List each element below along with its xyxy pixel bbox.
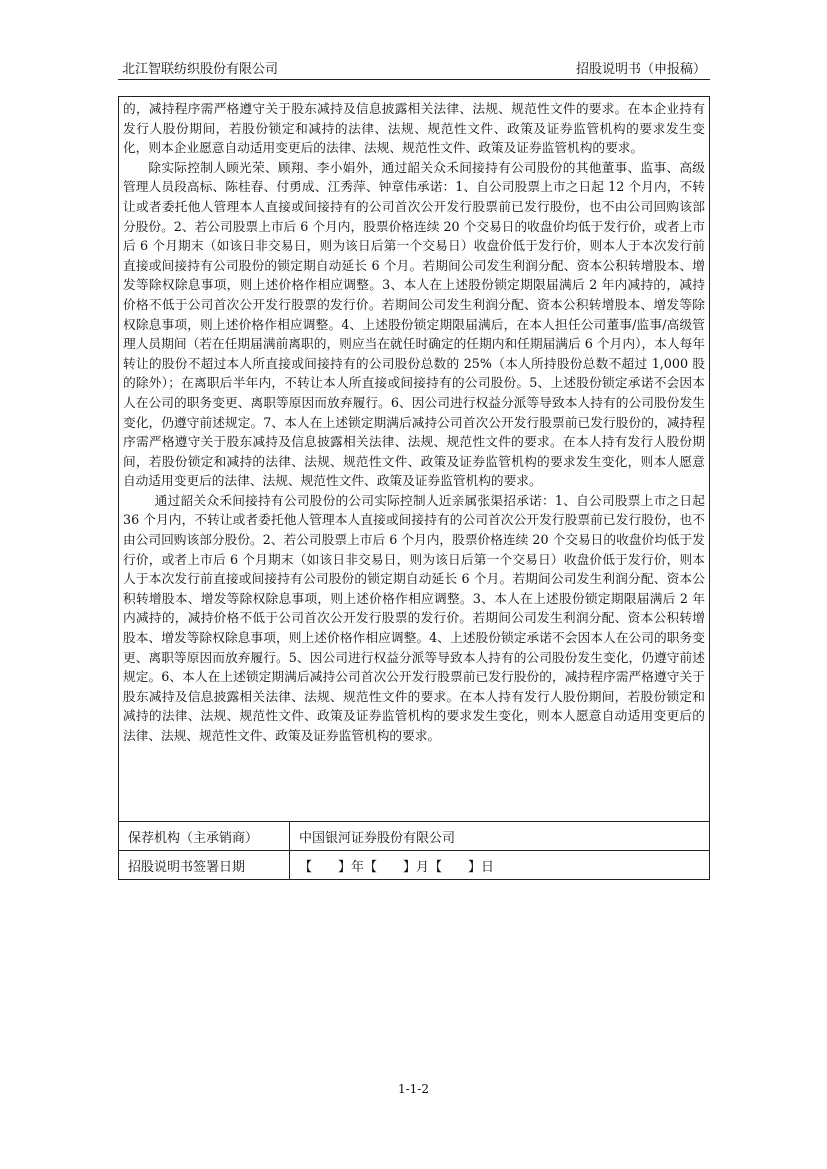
commitment-text-cell <box>119 97 709 821</box>
paragraph-directors-commitment: 除实际控制人顾光荣、顾翔、李小娟外，通过韶关众禾间接持有公司股份的其他董事、监事、高级管理人员段高标、陈桂春、付勇成、江秀萍、钟章伟承诺：1、自公司股票上市之日起 12 个月内，不转让或者委托他人管理本人直接或间接持有的公司首次公开发行股票前已发行股份，也不由公司回购该部分股份。2、若公司股票上市后 6 个月内，股票价格连续 20 个交易日的收盘价均低于发行价，或者上市后 6 个月期末（如该日非交易日，则为该日后第一个交易日）收盘价低于发行价，则本人于本次发行前直接或间接持有公司股份的锁定期自动延长 6 个月。若期间公司发生利润分配、资本公积转增股本、增发等除权除息事项，则上述价格作相应调整。3、本人在上述股份锁定期限届满后 2 年内减持的，减持价格不低于公司首次公开发行股票的发行价。若期间公司发生利润分配、资本公积转增股本、增发等除权除息事项，则上述价格作相应调整。4、上述股份锁定期限届满后，在本人担任公司董事/监事/高级管理人员期间（若在任期届满前离职的，则应当在就任时确定的任期内和任期届满后 6 个月内），本人每年转让的股份不超过本人所直接或间接持有的公司股份总数的 25%（本人所持股份总数不超过 1,000 股的除外）；在离职后半年内，不转让本人所直接或间接持有的公司股份。5、上述股份锁定承诺不会因本人在公司的职务变更、离职等原因而放弃履行。6、因公司进行权益分派等导致本人持有的公司股份发生变化，仍遵守前述规定。7、本人在上述锁定期满后减持公司首次公开发行股票前已发行股份的，减持程序需严格遵守关于股东减持及信息披露相关法律、法规、规范性文件的要求。在本人持有发行人股份期间，若股份锁定和减持的法律、法规、规范性文件、政策及证券监管机构的要求发生变化，则本人愿意自动适用变更后的法律、法规、规范性文件、政策及证券监管机构的要求。 <box>123 159 705 489</box>
header-divider <box>118 79 710 80</box>
signing-date-row <box>119 850 709 879</box>
document-type: 招股说明书（申报稿） <box>575 62 706 77</box>
paragraph-relative-commitment: 通过韶关众禾间接持有公司股份的公司实际控制人近亲属张渠招承诺：1、自公司股票上市之日起 36 个月内，不转让或者委托他人管理本人直接或间接持有的公司首次公开发行股票前已发行股份，也不由公司回购该部分股份。2、若公司股票上市后 6 个月内，股票价格连续 20 个交易日的收盘价均低于发行价，或者上市后 6 个月期末（如该日非交易日，则为该日后第一个交易日）收盘价低于发行价，则本人于本次发行前直接或间接持有公司股份的锁定期自动延长 6 个月。若期间公司发生利润分配、资本公积转增股本、增发等除权除息事项，则上述价格作相应调整。3、本人在上述股份锁定期限届满后 2 年内减持的，减持价格不低于公司首次公开发行股票的发行价。若期间公司发生利润分配、资本公积转增股本、增发等除权除息事项，则上述价格作相应调整。4、上述股份锁定承诺不会因本人在公司的职务变更、离职等原因而放弃履行。5、因公司进行权益分派等导致本人持有的公司股份发生变化，仍遵守前述规定。6、本人在上述锁定期满后减持公司首次公开发行股票前已发行股份的，减持程序需严格遵守关于股东减持及信息披露相关法律、法规、规范性文件的要求。在本人持有发行人股份期间，若股份锁定和减持的法律、法规、规范性文件、政策及证券监管机构的要求发生变化，则本人愿意自动适用变更后的法律、法规、规范性文件、政策及证券监管机构的要求。 <box>123 492 705 743</box>
signing-date-value: 【 】年【 】月【 】日 <box>299 860 495 875</box>
signing-date-label: 招股说明书签署日期 <box>119 851 290 879</box>
sponsor-label: 保荐机构（主承销商） <box>119 822 290 850</box>
company-name: 北江智联纺织股份有限公司 <box>122 62 279 77</box>
page-header <box>118 56 710 78</box>
page-number: 1-1-2 <box>397 1082 429 1096</box>
content-table <box>118 96 710 880</box>
sponsor-value: 中国银河证券股份有限公司 <box>299 831 456 846</box>
sponsor-row <box>119 821 709 850</box>
paragraph-continuation: 的，减持程序需严格遵守关于股东减持及信息披露相关法律、法规、规范性文件的要求。在本企业持有发行人股份期间，若股份锁定和减持的法律、法规、规范性文件、政策及证券监管机构的要求发生变化，则本企业愿意自动适用变更后的法律、法规、规范性文件、政策及证券监管机构的要求。 <box>123 101 705 156</box>
